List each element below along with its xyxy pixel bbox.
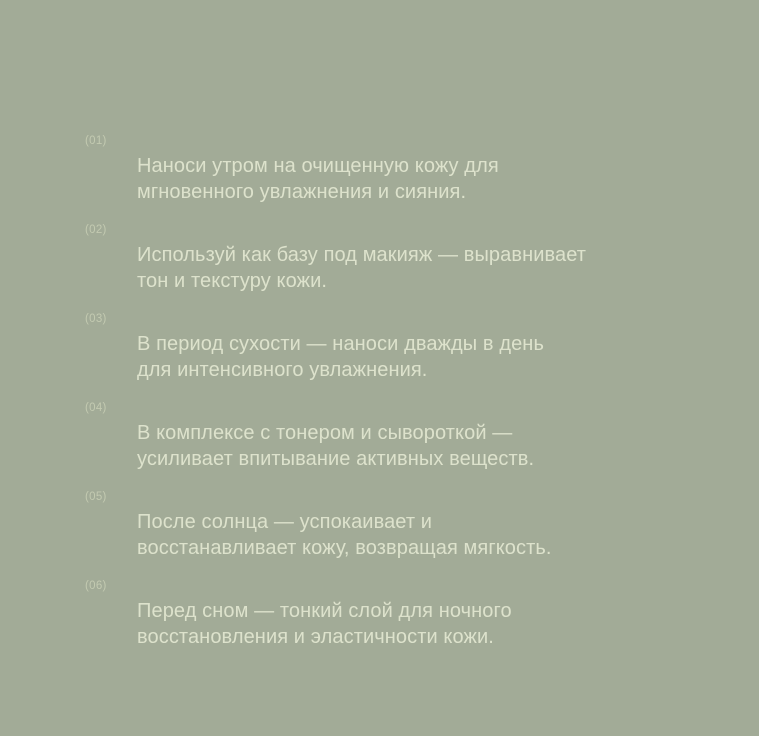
item-text (137, 598, 586, 650)
item-text (137, 153, 586, 205)
list-item (85, 135, 586, 205)
item-number: (05) (85, 491, 107, 503)
item-text-line: Используй как базу под макияж — выравнивает (137, 244, 587, 266)
list-item (85, 402, 586, 472)
item-text-line: усиливает впитывание активных веществ. (137, 448, 535, 470)
list-item (85, 580, 586, 650)
item-text (137, 509, 586, 561)
item-text (137, 331, 586, 383)
item-text-line: тон и текстуру кожи. (137, 270, 328, 292)
item-number: (04) (85, 402, 107, 414)
item-text-line: В период сухости — наноси дважды в день (137, 333, 544, 355)
item-text-line: для интенсивного увлажнения. (137, 359, 428, 381)
item-number: (06) (85, 580, 107, 592)
item-text-line: восстановления и эластичности кожи. (137, 626, 494, 648)
item-text-line: восстанавливает кожу, возвращая мягкость. (137, 537, 552, 559)
item-number: (03) (85, 313, 107, 325)
item-text (137, 420, 586, 472)
item-text-line: После солнца — успокаивает и (137, 511, 433, 533)
item-text-line: мгновенного увлажнения и сияния. (137, 181, 467, 203)
item-number: (02) (85, 224, 107, 236)
list-item (85, 224, 586, 294)
item-number: (01) (85, 135, 107, 147)
list-item (85, 313, 586, 383)
item-text-line: Наноси утром на очищенную кожу для (137, 155, 499, 177)
item-text (137, 242, 586, 294)
item-text-line: В комплексе с тонером и сывороткой — (137, 422, 513, 444)
item-text-line: Перед сном — тонкий слой для ночного (137, 600, 512, 622)
list-item (85, 491, 586, 561)
tips-list (85, 135, 586, 669)
